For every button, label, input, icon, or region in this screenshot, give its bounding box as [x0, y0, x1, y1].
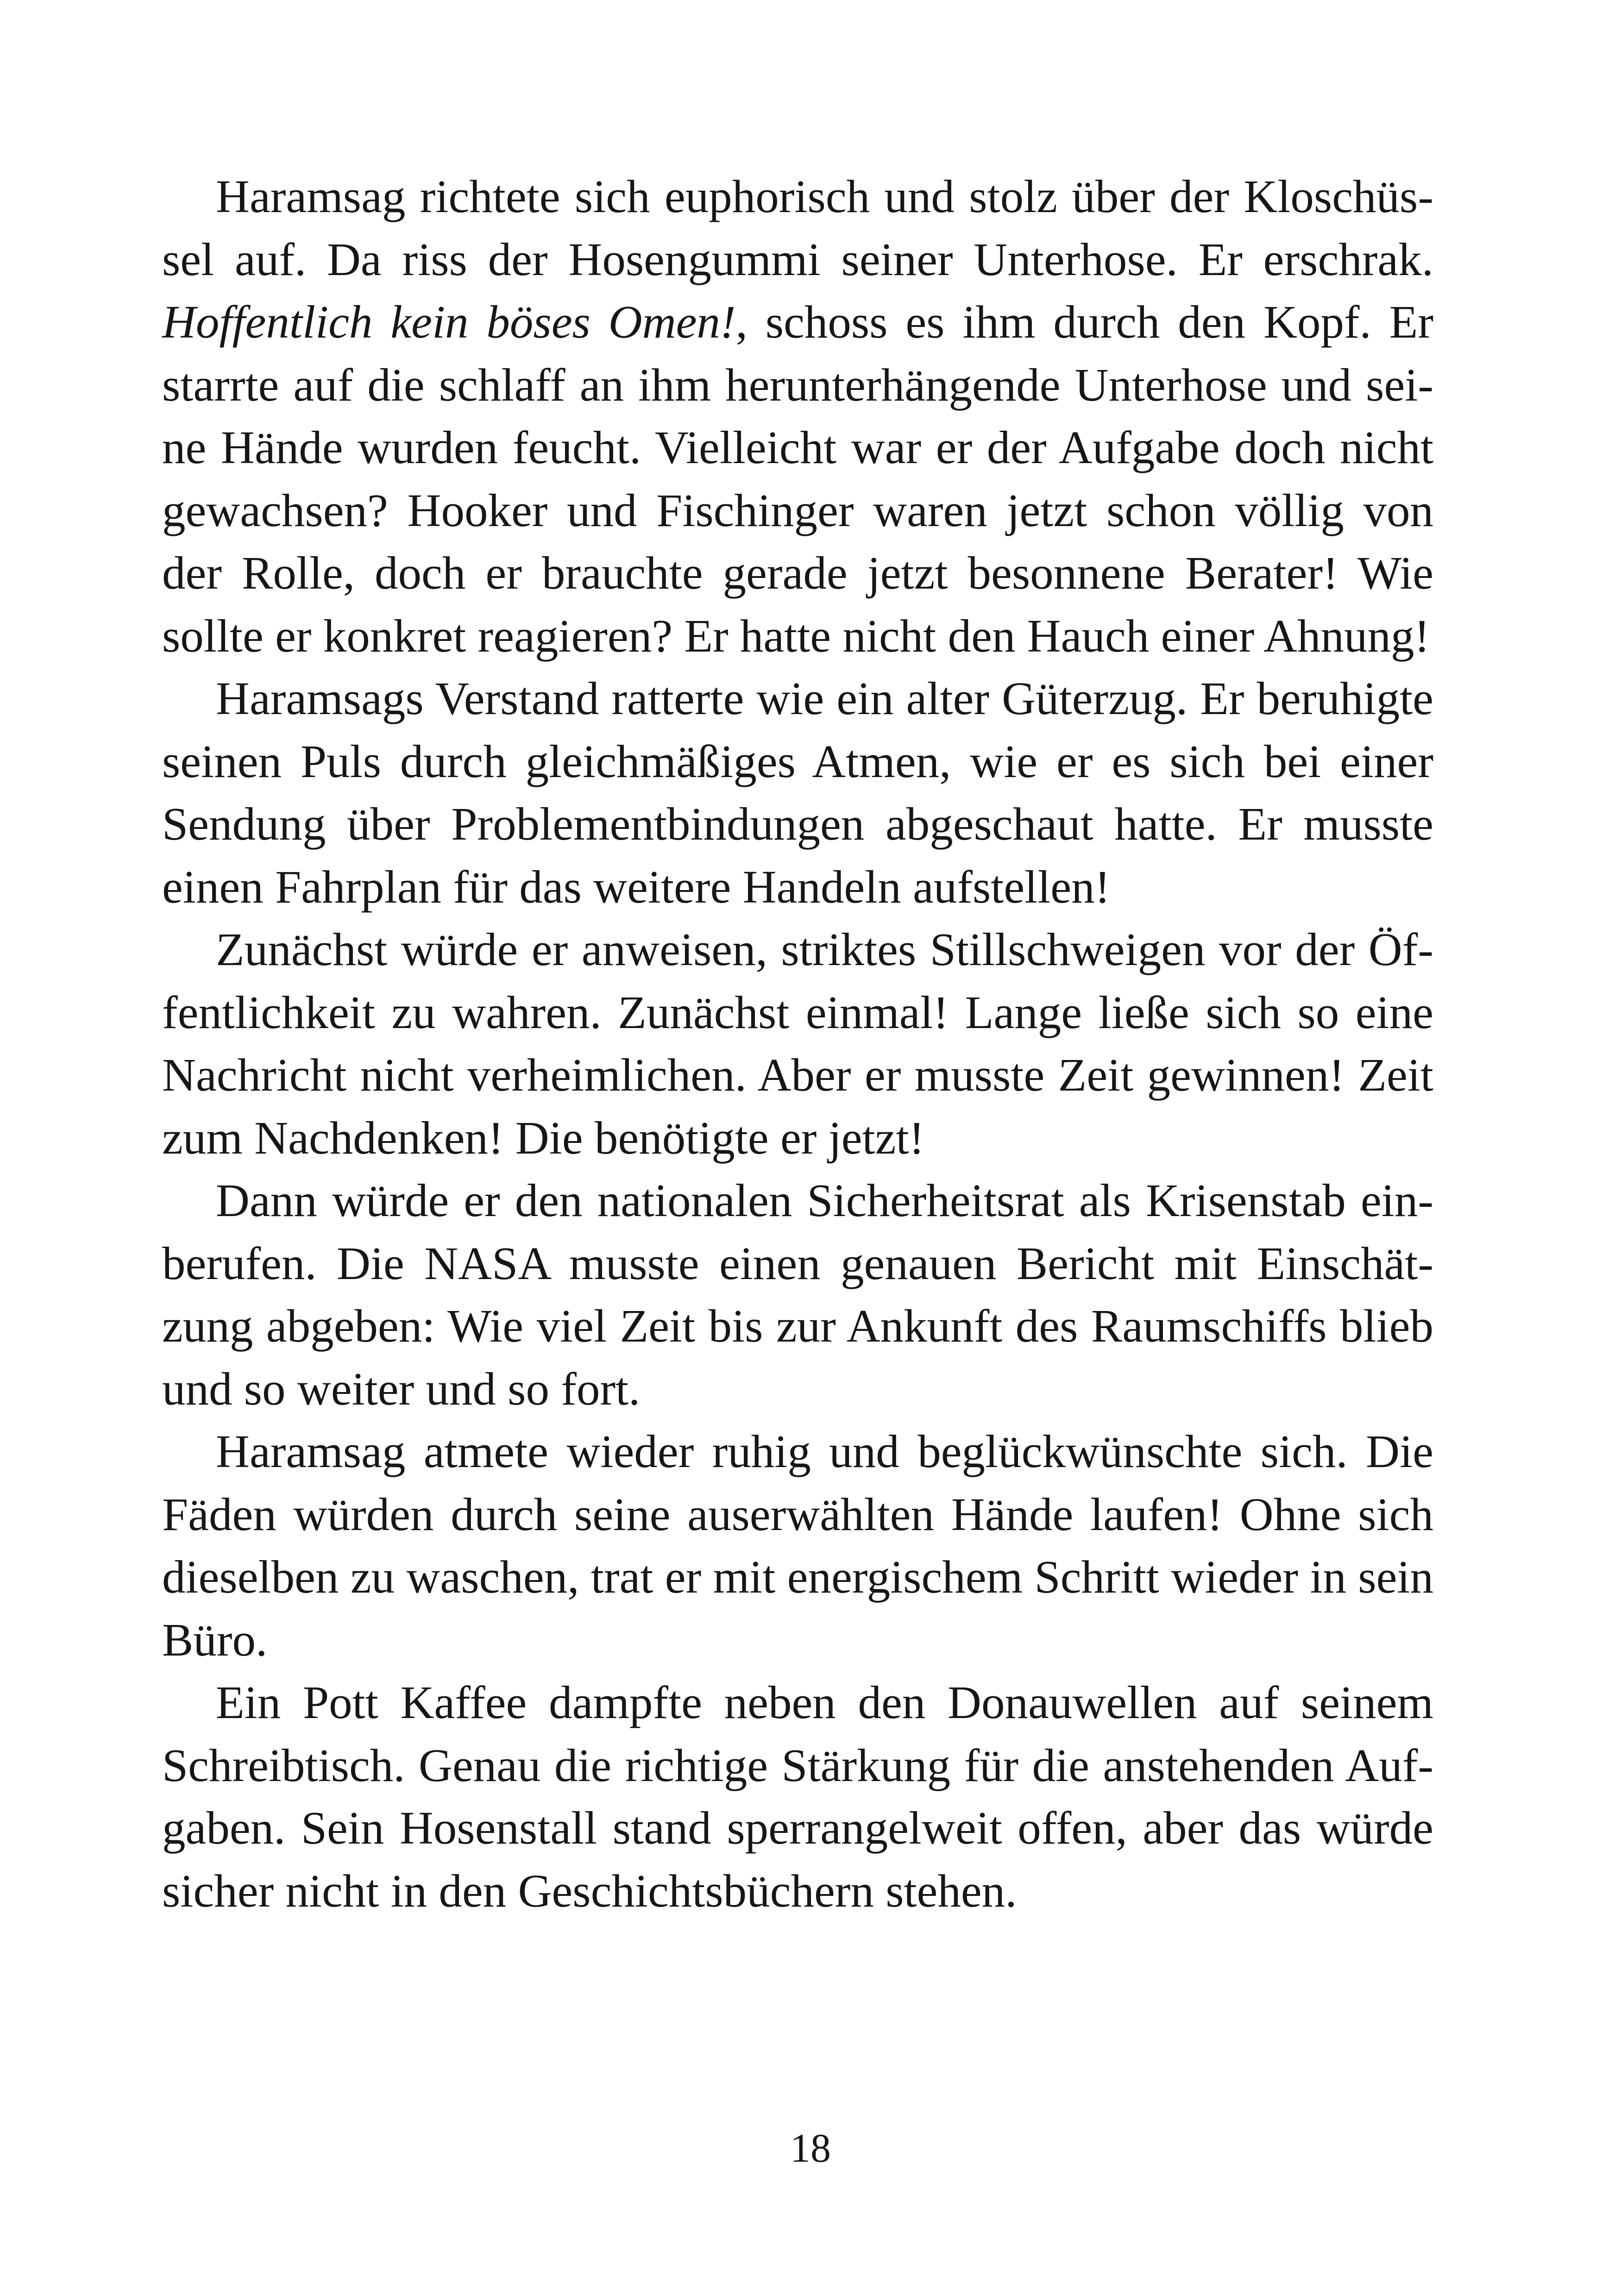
paragraph-4: Dann würde er den nationalen Sicherheitsrat als Krisenstab einberufen. Die NASA musste einen genauen Bericht mit Einschätzung abgeben: Wie viel Zeit bis zur Ankunft des Raumschiffs blieb und so weiter und so fort.: [162, 1174, 1433, 1415]
body-text: [162, 165, 1433, 1922]
page-number: 18: [790, 2126, 831, 2171]
paragraph-1: [162, 165, 1433, 667]
italic-thought: Hoffentlich kein böses Omen!: [162, 296, 736, 348]
paragraph-2: Haramsags Verstand ratterte wie ein alter Güterzug. Er beruhigte seinen Puls durch gleichmäßiges Atmen, wie er es sich bei einer Sendung über Problementbindungen abgeschaut hatte. Er musste einen Fahrplan für das weitere Handeln aufstellen!: [162, 672, 1433, 913]
paragraph-3: Zunächst würde er anweisen, striktes Stillschweigen vor der Öffentlichkeit zu wahren. Zunächst einmal! Lange ließe sich so eine Nachricht nicht verheimlichen. Aber er musste Zeit gewinnen! Zeit zum Nachdenken! Die benötigte er jetzt!: [162, 923, 1433, 1164]
paragraph-5: Haramsag atmete wieder ruhig und beglückwünschte sich. Die Fäden würden durch seine auserwählten Hände laufen! Ohne sich dieselben zu waschen, trat er mit energischem Schritt wieder in sein Büro.: [162, 1425, 1433, 1666]
paragraph-6: Ein Pott Kaffee dampfte neben den Donauwellen auf seinem Schreibtisch. Genau die richtige Stärkung für die anstehenden Aufgaben. Sein Hosenstall stand sperrangelweit offen, aber das würde sicher nicht in den Geschichtsbüchern stehen.: [162, 1676, 1433, 1917]
paragraph-1-tail: , schoss es ihm durch den Kopf. Er starrte auf die schlaff an ihm herunterhängende Unterhose und seine Hände wurden feucht. Vielleicht war er der Aufgabe doch nicht gewachsen? Hooker und Fischinger waren jetzt schon völlig von der Rolle, doch er brauchte gerade jetzt besonnene Berater! Wie sollte er konkret reagieren? Er hatte nicht den Hauch einer Ahnung!: [162, 296, 1433, 662]
paragraph-1-lead: Haramsag richtete sich euphorisch und stolz über der Kloschüssel auf. Da riss der Hosengummi seiner Unterhose. Er erschrak.: [162, 170, 1433, 285]
